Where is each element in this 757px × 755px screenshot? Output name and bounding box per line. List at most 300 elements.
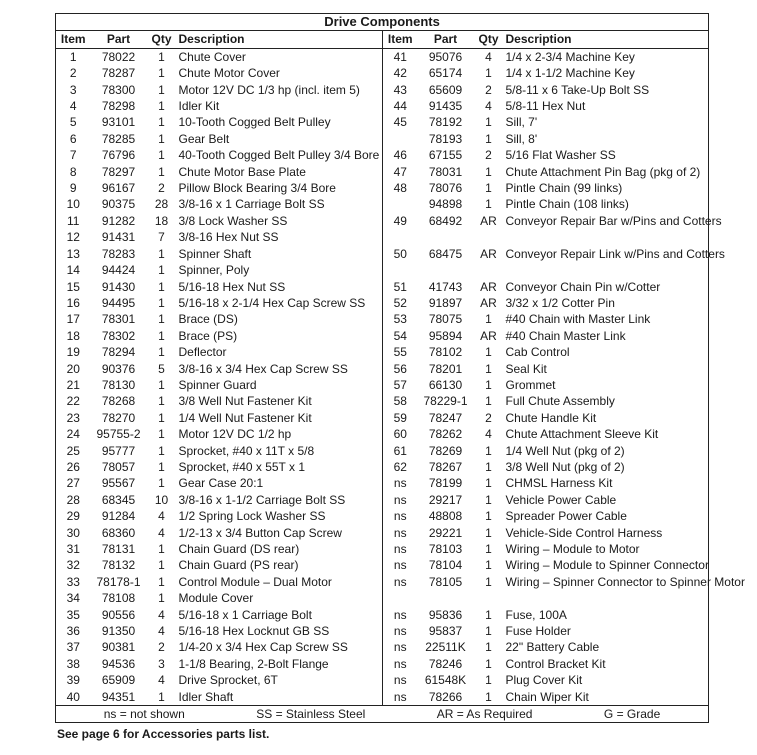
table-row bbox=[56, 525, 709, 541]
cell-qty: 1 bbox=[158, 131, 165, 146]
table-row bbox=[56, 393, 709, 409]
cell-right-part: 65174 bbox=[428, 66, 463, 81]
cell-right-part: 95894 bbox=[428, 328, 463, 343]
cell-right-item: 42 bbox=[383, 65, 418, 81]
cell-right-item: ns bbox=[383, 656, 418, 672]
cell-right-desc: 1/4 x 1-1/2 Machine Key bbox=[505, 66, 635, 81]
cell-right-desc: Chain Wiper Kit bbox=[505, 689, 589, 704]
cell-desc: 1/2 Spring Lock Washer SS bbox=[178, 509, 326, 524]
cell-right-item: 55 bbox=[383, 344, 418, 360]
cell-item: 18 bbox=[66, 328, 80, 343]
cell-right-qty: 1 bbox=[485, 164, 492, 179]
cell-right-desc: Full Chute Assembly bbox=[505, 394, 615, 409]
cell-right-part: 78199 bbox=[428, 476, 463, 491]
cell-right-desc: Pintle Chain (99 links) bbox=[505, 181, 623, 196]
cell-qty: 1 bbox=[158, 246, 165, 261]
cell-right-item: ns bbox=[383, 525, 418, 541]
cell-right-desc: 5/8-11 x 6 Take-Up Bolt SS bbox=[505, 82, 650, 97]
cell-qty: 1 bbox=[158, 99, 165, 114]
cell-right-desc: Wiring – Spinner Connector to Spinner Motor bbox=[505, 574, 745, 589]
cell-right-item: ns bbox=[383, 689, 418, 706]
cell-right-qty: AR bbox=[480, 328, 497, 343]
cell-right-desc: Plug Cover Kit bbox=[505, 673, 583, 688]
table-row bbox=[56, 196, 709, 212]
header-item: Item bbox=[56, 31, 91, 48]
cell-desc: 5/16-18 x 1 Carriage Bolt bbox=[178, 607, 312, 622]
table-row bbox=[56, 246, 709, 262]
cell-right-qty: 1 bbox=[485, 181, 492, 196]
cell-right-qty: 2 bbox=[485, 410, 492, 425]
cell-right-desc: Cab Control bbox=[505, 345, 570, 360]
cell-right-qty: 4 bbox=[485, 49, 492, 64]
cell-part: 68360 bbox=[101, 525, 136, 540]
cell-item: 28 bbox=[66, 492, 80, 507]
legend-ss: SS = Stainless Steel bbox=[256, 707, 366, 722]
cell-right-part: 78269 bbox=[428, 443, 463, 458]
legend-ar: AR = As Required bbox=[436, 707, 533, 722]
cell-qty: 2 bbox=[158, 181, 165, 196]
cell-item: 21 bbox=[66, 377, 80, 392]
cell-right-part: 78075 bbox=[428, 312, 463, 327]
cell-right-part: 78266 bbox=[428, 689, 463, 704]
cell-qty: 4 bbox=[158, 624, 165, 639]
cell-right-qty: 1 bbox=[485, 689, 492, 704]
legend bbox=[56, 706, 709, 723]
cell-right-item: 52 bbox=[383, 295, 418, 311]
cell-part: 91431 bbox=[101, 230, 136, 245]
cell-part: 78298 bbox=[101, 99, 136, 114]
cell-item: 40 bbox=[66, 689, 80, 704]
cell-desc: Deflector bbox=[178, 345, 227, 360]
cell-item: 25 bbox=[66, 443, 80, 458]
cell-right-desc: #40 Chain with Master Link bbox=[505, 312, 651, 327]
cell-part: 78302 bbox=[101, 328, 136, 343]
table-row bbox=[56, 361, 709, 377]
cell-part: 78294 bbox=[101, 345, 136, 360]
cell-item: 1 bbox=[69, 49, 77, 64]
cell-qty: 2 bbox=[158, 640, 165, 655]
cell-right-item: 57 bbox=[383, 377, 418, 393]
table-row bbox=[56, 82, 709, 98]
cell-item: 31 bbox=[66, 542, 80, 556]
cell-qty: 1 bbox=[158, 377, 165, 392]
cell-desc: Spinner Guard bbox=[178, 377, 257, 392]
table-row bbox=[56, 213, 709, 229]
cell-item: 13 bbox=[66, 246, 80, 261]
cell-desc: Chute Motor Cover bbox=[178, 66, 280, 81]
cell-right-qty: 1 bbox=[485, 492, 492, 507]
table-row bbox=[56, 689, 709, 706]
cell-right-qty: 1 bbox=[485, 624, 492, 639]
cell-right-item: 41 bbox=[383, 48, 418, 65]
cell-right-item: ns bbox=[383, 541, 418, 557]
cell-right-part: 61548K bbox=[424, 673, 467, 688]
cell-right-item: 47 bbox=[383, 164, 418, 180]
cell-right-qty: 1 bbox=[485, 459, 492, 474]
cell-qty: 1 bbox=[158, 279, 165, 294]
cell-right-part: 29221 bbox=[428, 525, 463, 540]
cell-right-desc: Fuse, 100A bbox=[505, 607, 567, 622]
cell-right-item: 60 bbox=[383, 426, 418, 442]
cell-item: 17 bbox=[66, 312, 80, 327]
table-row bbox=[56, 459, 709, 475]
cell-part: 78285 bbox=[101, 131, 136, 146]
header-part: Part bbox=[91, 31, 147, 48]
cell-right-qty: 1 bbox=[485, 115, 492, 130]
cell-right-qty: AR bbox=[480, 295, 497, 310]
cell-qty: 1 bbox=[158, 164, 165, 179]
cell-right-desc: Vehicle Power Cable bbox=[505, 492, 617, 507]
cell-item: 23 bbox=[66, 410, 80, 425]
cell-right-qty: 1 bbox=[485, 656, 492, 671]
cell-right-desc: Pintle Chain (108 links) bbox=[505, 197, 629, 212]
cell-right-desc: Sill, 8' bbox=[505, 131, 538, 146]
cell-desc: Chain Guard (DS rear) bbox=[178, 542, 300, 556]
cell-part: 78283 bbox=[101, 246, 136, 261]
cell-item: 14 bbox=[66, 263, 80, 278]
cell-right-qty: 1 bbox=[485, 607, 492, 622]
cell-right-item: 49 bbox=[383, 213, 418, 246]
cell-item: 15 bbox=[66, 279, 80, 294]
header-description-right: Description bbox=[504, 31, 709, 48]
cell-qty: 1 bbox=[158, 295, 165, 310]
cell-part: 94351 bbox=[101, 689, 136, 704]
cell-qty: 1 bbox=[158, 427, 165, 442]
cell-right-desc: Spreader Power Cable bbox=[505, 509, 627, 524]
cell-right-qty: 1 bbox=[485, 673, 492, 688]
cell-right-part: 29217 bbox=[428, 492, 463, 507]
cell-right-qty: 1 bbox=[485, 558, 492, 573]
cell-right-desc: Grommet bbox=[505, 377, 556, 392]
cell-right-part: 41743 bbox=[428, 279, 463, 294]
table-title: Drive Components bbox=[56, 14, 709, 31]
cell-desc: Drive Sprocket, 6T bbox=[178, 673, 278, 688]
table-row bbox=[56, 607, 709, 623]
footnote: See page 6 for Accessories parts list. bbox=[57, 727, 270, 742]
table-row bbox=[56, 98, 709, 114]
table-row bbox=[56, 508, 709, 524]
cell-right-desc: 5/8-11 Hex Nut bbox=[505, 99, 586, 114]
cell-right-part: 66130 bbox=[428, 377, 463, 392]
cell-right-part: 91435 bbox=[428, 99, 463, 114]
cell-item: 19 bbox=[66, 345, 80, 360]
cell-qty: 10 bbox=[154, 492, 169, 507]
cell-right-item: 56 bbox=[383, 361, 418, 377]
cell-right-part: 78262 bbox=[428, 427, 463, 442]
cell-right-qty: 1 bbox=[485, 394, 492, 409]
cell-item: 36 bbox=[66, 624, 80, 639]
cell-item: 3 bbox=[69, 82, 77, 97]
cell-desc: 5/16-18 x 2-1/4 Hex Cap Screw SS bbox=[178, 295, 366, 310]
cell-qty: 28 bbox=[154, 197, 169, 212]
cell-desc: Gear Case 20:1 bbox=[178, 476, 264, 491]
cell-right-item: 54 bbox=[383, 328, 418, 344]
cell-right-qty: AR bbox=[480, 279, 497, 294]
cell-right-part: 78102 bbox=[428, 345, 463, 360]
cell-right-item: 53 bbox=[383, 311, 418, 327]
cell-right-desc: 3/8 Well Nut (pkg of 2) bbox=[505, 459, 625, 474]
cell-right-desc: 22" Battery Cable bbox=[505, 640, 600, 655]
cell-part: 96167 bbox=[101, 181, 136, 196]
cell-item: 27 bbox=[66, 476, 80, 491]
cell-right-item: ns bbox=[383, 508, 418, 524]
cell-right-part: 78105 bbox=[428, 574, 463, 589]
table-row bbox=[56, 377, 709, 393]
cell-right-item: 61 bbox=[383, 443, 418, 459]
cell-part: 91350 bbox=[101, 624, 136, 639]
cell-right-desc: Conveyor Repair Bar w/Pins and Cotters bbox=[505, 213, 722, 228]
cell-right-desc: CHMSL Harness Kit bbox=[505, 476, 613, 491]
cell-desc: Sprocket, #40 x 11T x 5/8 bbox=[178, 443, 315, 458]
table-row bbox=[56, 426, 709, 442]
cell-item: 39 bbox=[66, 673, 80, 688]
cell-right-part: 78229-1 bbox=[423, 394, 468, 409]
cell-qty: 1 bbox=[158, 459, 165, 474]
cell-part: 94424 bbox=[101, 263, 136, 278]
cell-qty: 1 bbox=[158, 328, 165, 343]
cell-item: 29 bbox=[66, 509, 80, 524]
cell-right-part: 65609 bbox=[428, 82, 463, 97]
cell-part: 93101 bbox=[101, 115, 136, 130]
table-row bbox=[56, 180, 709, 196]
cell-right-part: 68492 bbox=[428, 213, 463, 228]
cell-qty: 5 bbox=[158, 361, 165, 376]
header-qty: Qty bbox=[147, 31, 177, 48]
cell-qty: 1 bbox=[158, 476, 165, 491]
cell-desc: 1/4 Well Nut Fastener Kit bbox=[178, 410, 312, 425]
header-part-right: Part bbox=[418, 31, 474, 48]
table-row bbox=[56, 164, 709, 180]
table-row bbox=[56, 541, 709, 557]
cell-right-item: ns bbox=[383, 607, 418, 623]
cell-qty: 1 bbox=[158, 558, 165, 573]
cell-part: 90375 bbox=[101, 197, 136, 212]
cell-desc: Gear Belt bbox=[178, 131, 230, 146]
cell-qty: 4 bbox=[158, 607, 165, 622]
cell-right-qty: 1 bbox=[485, 131, 492, 146]
cell-right-item bbox=[383, 131, 418, 147]
cell-item: 32 bbox=[66, 558, 80, 573]
cell-right-part: 91897 bbox=[428, 295, 463, 310]
cell-item: 22 bbox=[66, 394, 80, 409]
cell-right-qty: AR bbox=[480, 246, 497, 261]
cell-right-qty: 2 bbox=[485, 82, 492, 97]
table-row bbox=[56, 557, 709, 573]
cell-right-item: 46 bbox=[383, 147, 418, 163]
cell-item: 37 bbox=[66, 640, 80, 655]
legend-g: G = Grade bbox=[603, 707, 661, 722]
cell-item: 4 bbox=[69, 99, 77, 114]
cell-right-qty: 1 bbox=[485, 312, 492, 327]
cell-part: 94536 bbox=[101, 656, 136, 671]
cell-item: 6 bbox=[69, 131, 77, 146]
cell-item: 20 bbox=[66, 361, 80, 376]
cell-right-part: 95836 bbox=[428, 607, 463, 622]
cell-qty: 1 bbox=[158, 574, 165, 589]
cell-qty: 1 bbox=[158, 312, 165, 327]
cell-right-part: 94898 bbox=[428, 197, 463, 212]
cell-right-qty: 1 bbox=[485, 574, 492, 589]
cell-right-item: ns bbox=[383, 492, 418, 508]
cell-right-part: 78246 bbox=[428, 656, 463, 671]
cell-desc: Spinner, Poly bbox=[178, 263, 250, 278]
cell-part: 78108 bbox=[101, 591, 136, 606]
table-row bbox=[56, 443, 709, 459]
cell-desc: Pillow Block Bearing 3/4 Bore bbox=[178, 181, 336, 196]
cell-desc: 1/4-20 x 3/4 Hex Cap Screw SS bbox=[178, 640, 348, 655]
cell-desc: 40-Tooth Cogged Belt Pulley 3/4 Bore bbox=[178, 148, 380, 163]
cell-item: 34 bbox=[66, 591, 80, 606]
cell-qty: 18 bbox=[154, 213, 169, 228]
cell-qty: 1 bbox=[158, 49, 165, 64]
cell-part: 78130 bbox=[101, 377, 136, 392]
cell-item: 8 bbox=[69, 164, 77, 179]
header-qty-right: Qty bbox=[474, 31, 504, 48]
cell-right-part: 67155 bbox=[428, 148, 463, 163]
table-body bbox=[56, 48, 745, 705]
cell-right-desc: Vehicle-Side Control Harness bbox=[505, 525, 663, 540]
header-description: Description bbox=[177, 31, 383, 48]
table-row bbox=[56, 295, 709, 311]
parts-list bbox=[55, 13, 745, 742]
cell-right-desc: Chute Attachment Pin Bag (pkg of 2) bbox=[505, 164, 701, 179]
cell-right-qty: 1 bbox=[485, 509, 492, 524]
cell-qty: 1 bbox=[158, 443, 165, 458]
cell-right-desc: 1/4 Well Nut (pkg of 2) bbox=[505, 443, 625, 458]
cell-part: 90381 bbox=[101, 640, 136, 655]
table-row bbox=[56, 48, 709, 65]
cell-right-desc: #40 Chain Master Link bbox=[505, 328, 626, 343]
table-row bbox=[56, 623, 709, 639]
cell-item: 30 bbox=[66, 525, 80, 540]
cell-item: 11 bbox=[67, 213, 80, 228]
cell-right-qty: 1 bbox=[485, 377, 492, 392]
cell-part: 78300 bbox=[101, 82, 136, 97]
cell-right-qty: 1 bbox=[485, 66, 492, 81]
cell-part: 78132 bbox=[101, 558, 136, 573]
cell-right-desc: Sill, 7' bbox=[505, 115, 538, 130]
cell-qty: 1 bbox=[158, 394, 165, 409]
table-row bbox=[56, 65, 709, 81]
cell-qty: 3 bbox=[158, 656, 165, 671]
cell-right-desc: Control Bracket Kit bbox=[505, 656, 606, 671]
cell-right-item: 59 bbox=[383, 410, 418, 426]
cell-part: 78301 bbox=[101, 312, 136, 327]
cell-qty: 4 bbox=[158, 673, 165, 688]
cell-part: 78057 bbox=[101, 459, 136, 474]
cell-desc: Sprocket, #40 x 55T x 1 bbox=[178, 459, 306, 474]
cell-right-item bbox=[383, 196, 418, 212]
cell-part: 78297 bbox=[101, 164, 136, 179]
cell-desc: 3/8 Lock Washer SS bbox=[178, 213, 288, 228]
cell-desc: Motor 12V DC 1/2 hp bbox=[178, 427, 292, 442]
cell-right-item: 44 bbox=[383, 98, 418, 114]
cell-qty: 1 bbox=[158, 345, 165, 360]
cell-right-qty: AR bbox=[480, 213, 497, 228]
cell-part: 65909 bbox=[101, 673, 136, 688]
cell-part: 91284 bbox=[101, 509, 136, 524]
cell-right-qty: 1 bbox=[485, 443, 492, 458]
cell-desc: Motor 12V DC 1/3 hp (incl. item 5) bbox=[178, 82, 360, 97]
cell-right-desc: Wiring – Module to Motor bbox=[505, 542, 640, 556]
cell-right-part: 95837 bbox=[428, 624, 463, 639]
cell-right-desc: Seal Kit bbox=[505, 361, 547, 376]
cell-right-part: 78103 bbox=[428, 542, 463, 556]
cell-right-part: 48808 bbox=[428, 509, 463, 524]
cell-part: 78131 bbox=[101, 542, 136, 556]
table-row bbox=[56, 147, 709, 163]
cell-part: 78287 bbox=[101, 66, 136, 81]
cell-desc: 3/8-16 x 3/4 Hex Cap Screw SS bbox=[178, 361, 348, 376]
cell-desc: 1-1/8 Bearing, 2-Bolt Flange bbox=[178, 656, 329, 671]
cell-desc: Chain Guard (PS rear) bbox=[178, 558, 299, 573]
cell-desc: Idler Shaft bbox=[178, 689, 234, 704]
cell-qty: 1 bbox=[158, 148, 165, 163]
cell-item: 26 bbox=[66, 459, 80, 474]
cell-right-desc: 5/16 Flat Washer SS bbox=[505, 148, 616, 163]
cell-right-qty: 4 bbox=[485, 427, 492, 442]
table-row bbox=[56, 410, 709, 426]
table-row bbox=[56, 114, 709, 130]
cell-part: 90376 bbox=[101, 361, 136, 376]
table-row bbox=[56, 311, 709, 327]
cell-item: 24 bbox=[66, 427, 80, 442]
cell-right-desc: 3/32 x 1/2 Cotter Pin bbox=[505, 295, 615, 310]
cell-right-qty: 1 bbox=[485, 640, 492, 655]
table-row bbox=[56, 131, 709, 147]
cell-part: 78022 bbox=[101, 49, 136, 64]
cell-right-qty: 1 bbox=[485, 345, 492, 360]
cell-desc: Control Module – Dual Motor bbox=[178, 574, 332, 589]
cell-item: 9 bbox=[69, 181, 77, 196]
cell-right-desc: Wiring – Module to Spinner Connector bbox=[505, 558, 709, 573]
cell-item: 5 bbox=[69, 115, 77, 130]
legend-ns: ns = not shown bbox=[103, 707, 185, 722]
cell-right-desc: 1/4 x 2-3/4 Machine Key bbox=[505, 49, 635, 64]
cell-right-desc: Fuse Holder bbox=[505, 624, 571, 639]
cell-right-item: ns bbox=[383, 574, 418, 607]
cell-item: 16 bbox=[66, 295, 80, 310]
cell-qty: 1 bbox=[158, 66, 165, 81]
cell-right-part: 78031 bbox=[428, 164, 463, 179]
cell-qty: 1 bbox=[158, 82, 165, 97]
cell-qty: 4 bbox=[158, 525, 165, 540]
cell-right-part: 78201 bbox=[428, 361, 463, 376]
cell-right-item: 51 bbox=[383, 279, 418, 295]
cell-qty: 7 bbox=[158, 230, 165, 245]
cell-right-part: 78267 bbox=[428, 459, 463, 474]
cell-right-part: 78192 bbox=[428, 115, 463, 130]
table-row bbox=[56, 656, 709, 672]
cell-right-desc: Conveyor Repair Link w/Pins and Cotters bbox=[505, 246, 725, 261]
cell-right-part: 68475 bbox=[428, 246, 463, 261]
cell-right-part: 78076 bbox=[428, 181, 463, 196]
cell-part: 78178-1 bbox=[96, 574, 141, 589]
cell-item: 35 bbox=[66, 607, 80, 622]
cell-right-item: ns bbox=[383, 557, 418, 573]
cell-part: 76796 bbox=[101, 148, 136, 163]
cell-right-desc: Chute Attachment Sleeve Kit bbox=[505, 427, 659, 442]
table-row bbox=[56, 328, 709, 344]
cell-right-item: ns bbox=[383, 475, 418, 491]
cell-right-qty: 1 bbox=[485, 476, 492, 491]
cell-item: 7 bbox=[69, 148, 77, 163]
cell-part: 94495 bbox=[101, 295, 136, 310]
cell-right-item: ns bbox=[383, 639, 418, 655]
cell-right-qty: 4 bbox=[485, 99, 492, 114]
cell-part: 95567 bbox=[101, 476, 136, 491]
table-row bbox=[56, 279, 709, 295]
